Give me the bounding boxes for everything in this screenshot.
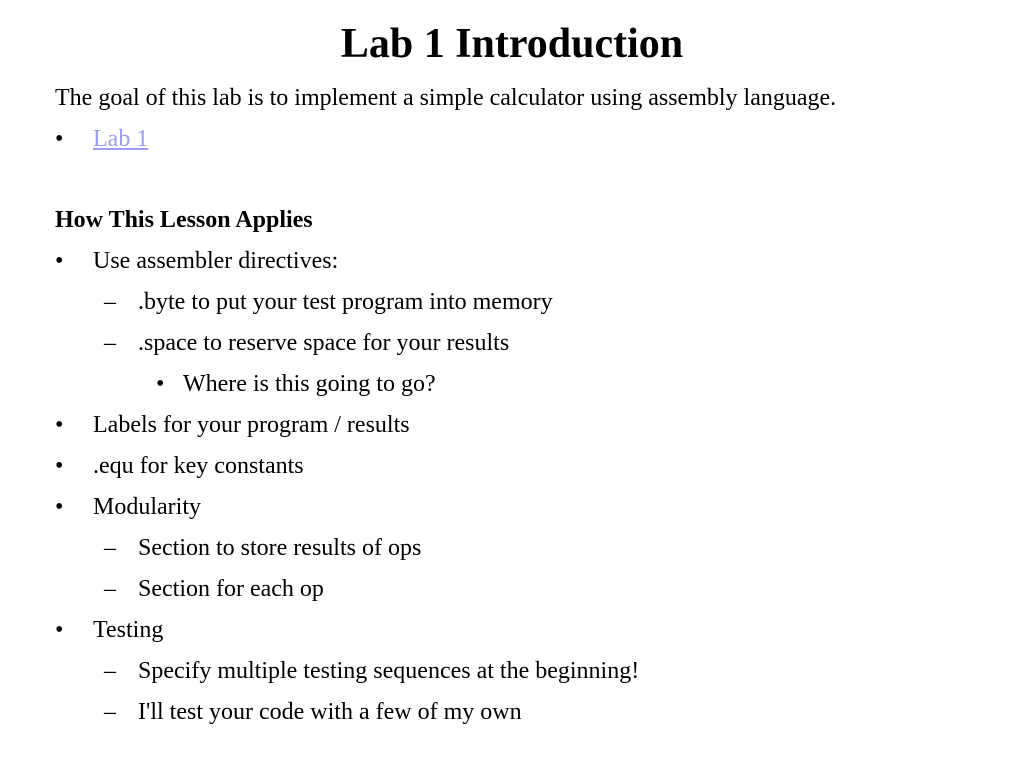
dash-marker: –: [104, 658, 116, 684]
intro-text: The goal of this lab is to implement a simple calculator using assembly language.: [55, 85, 837, 111]
slide-content: [55, 78, 1005, 733]
slide-title: Lab 1 Introduction: [340, 21, 684, 67]
list-subsubitem: [55, 364, 1005, 405]
list-subitem-text: Section to store results of ops: [138, 535, 422, 561]
dash-marker: –: [104, 576, 116, 602]
lab-1-link[interactable]: Lab 1: [93, 126, 149, 152]
list-item-text: Testing: [93, 617, 164, 643]
list-subitem-text: .space to reserve space for your results: [138, 330, 510, 356]
dash-marker: –: [104, 330, 116, 356]
list-item-text: Labels for your program / results: [93, 412, 410, 438]
list-subitem-text: Specify multiple testing sequences at the beginning!: [138, 658, 640, 684]
list-item: [55, 487, 1005, 528]
list-subitem-text: I'll test your code with a few of my own: [138, 699, 522, 725]
bullet-marker: •: [55, 126, 64, 152]
section-heading: How This Lesson Applies: [55, 207, 313, 233]
bullet-marker: •: [55, 412, 64, 438]
list-subitem: [55, 692, 1005, 733]
bullet-marker: •: [55, 617, 64, 643]
bullet-marker: •: [55, 494, 64, 520]
list-item: [55, 446, 1005, 487]
list-subitem: [55, 651, 1005, 692]
dash-marker: –: [104, 535, 116, 561]
list-subitem: [55, 528, 1005, 569]
bullet-marker: •: [55, 248, 64, 274]
list-item: [55, 405, 1005, 446]
list-subsubitem-text: Where is this going to go?: [183, 371, 436, 397]
list-subitem: [55, 323, 1005, 364]
bullet-marker: •: [156, 371, 165, 397]
list-subitem-text: Section for each op: [138, 576, 324, 602]
list-subitem: [55, 282, 1005, 323]
list-item-text: Use assembler directives:: [93, 248, 339, 274]
spacer: [55, 160, 1005, 200]
dash-marker: –: [104, 699, 116, 725]
list-item-text: .equ for key constants: [93, 453, 304, 479]
list-subitem-text: .byte to put your test program into memory: [138, 289, 553, 315]
link-list-item: [55, 119, 1005, 160]
list-item: [55, 610, 1005, 651]
list-item-text: Modularity: [93, 494, 201, 520]
list-item: [55, 241, 1005, 282]
list-subitem: [55, 569, 1005, 610]
bullet-marker: •: [55, 453, 64, 479]
dash-marker: –: [104, 289, 116, 315]
